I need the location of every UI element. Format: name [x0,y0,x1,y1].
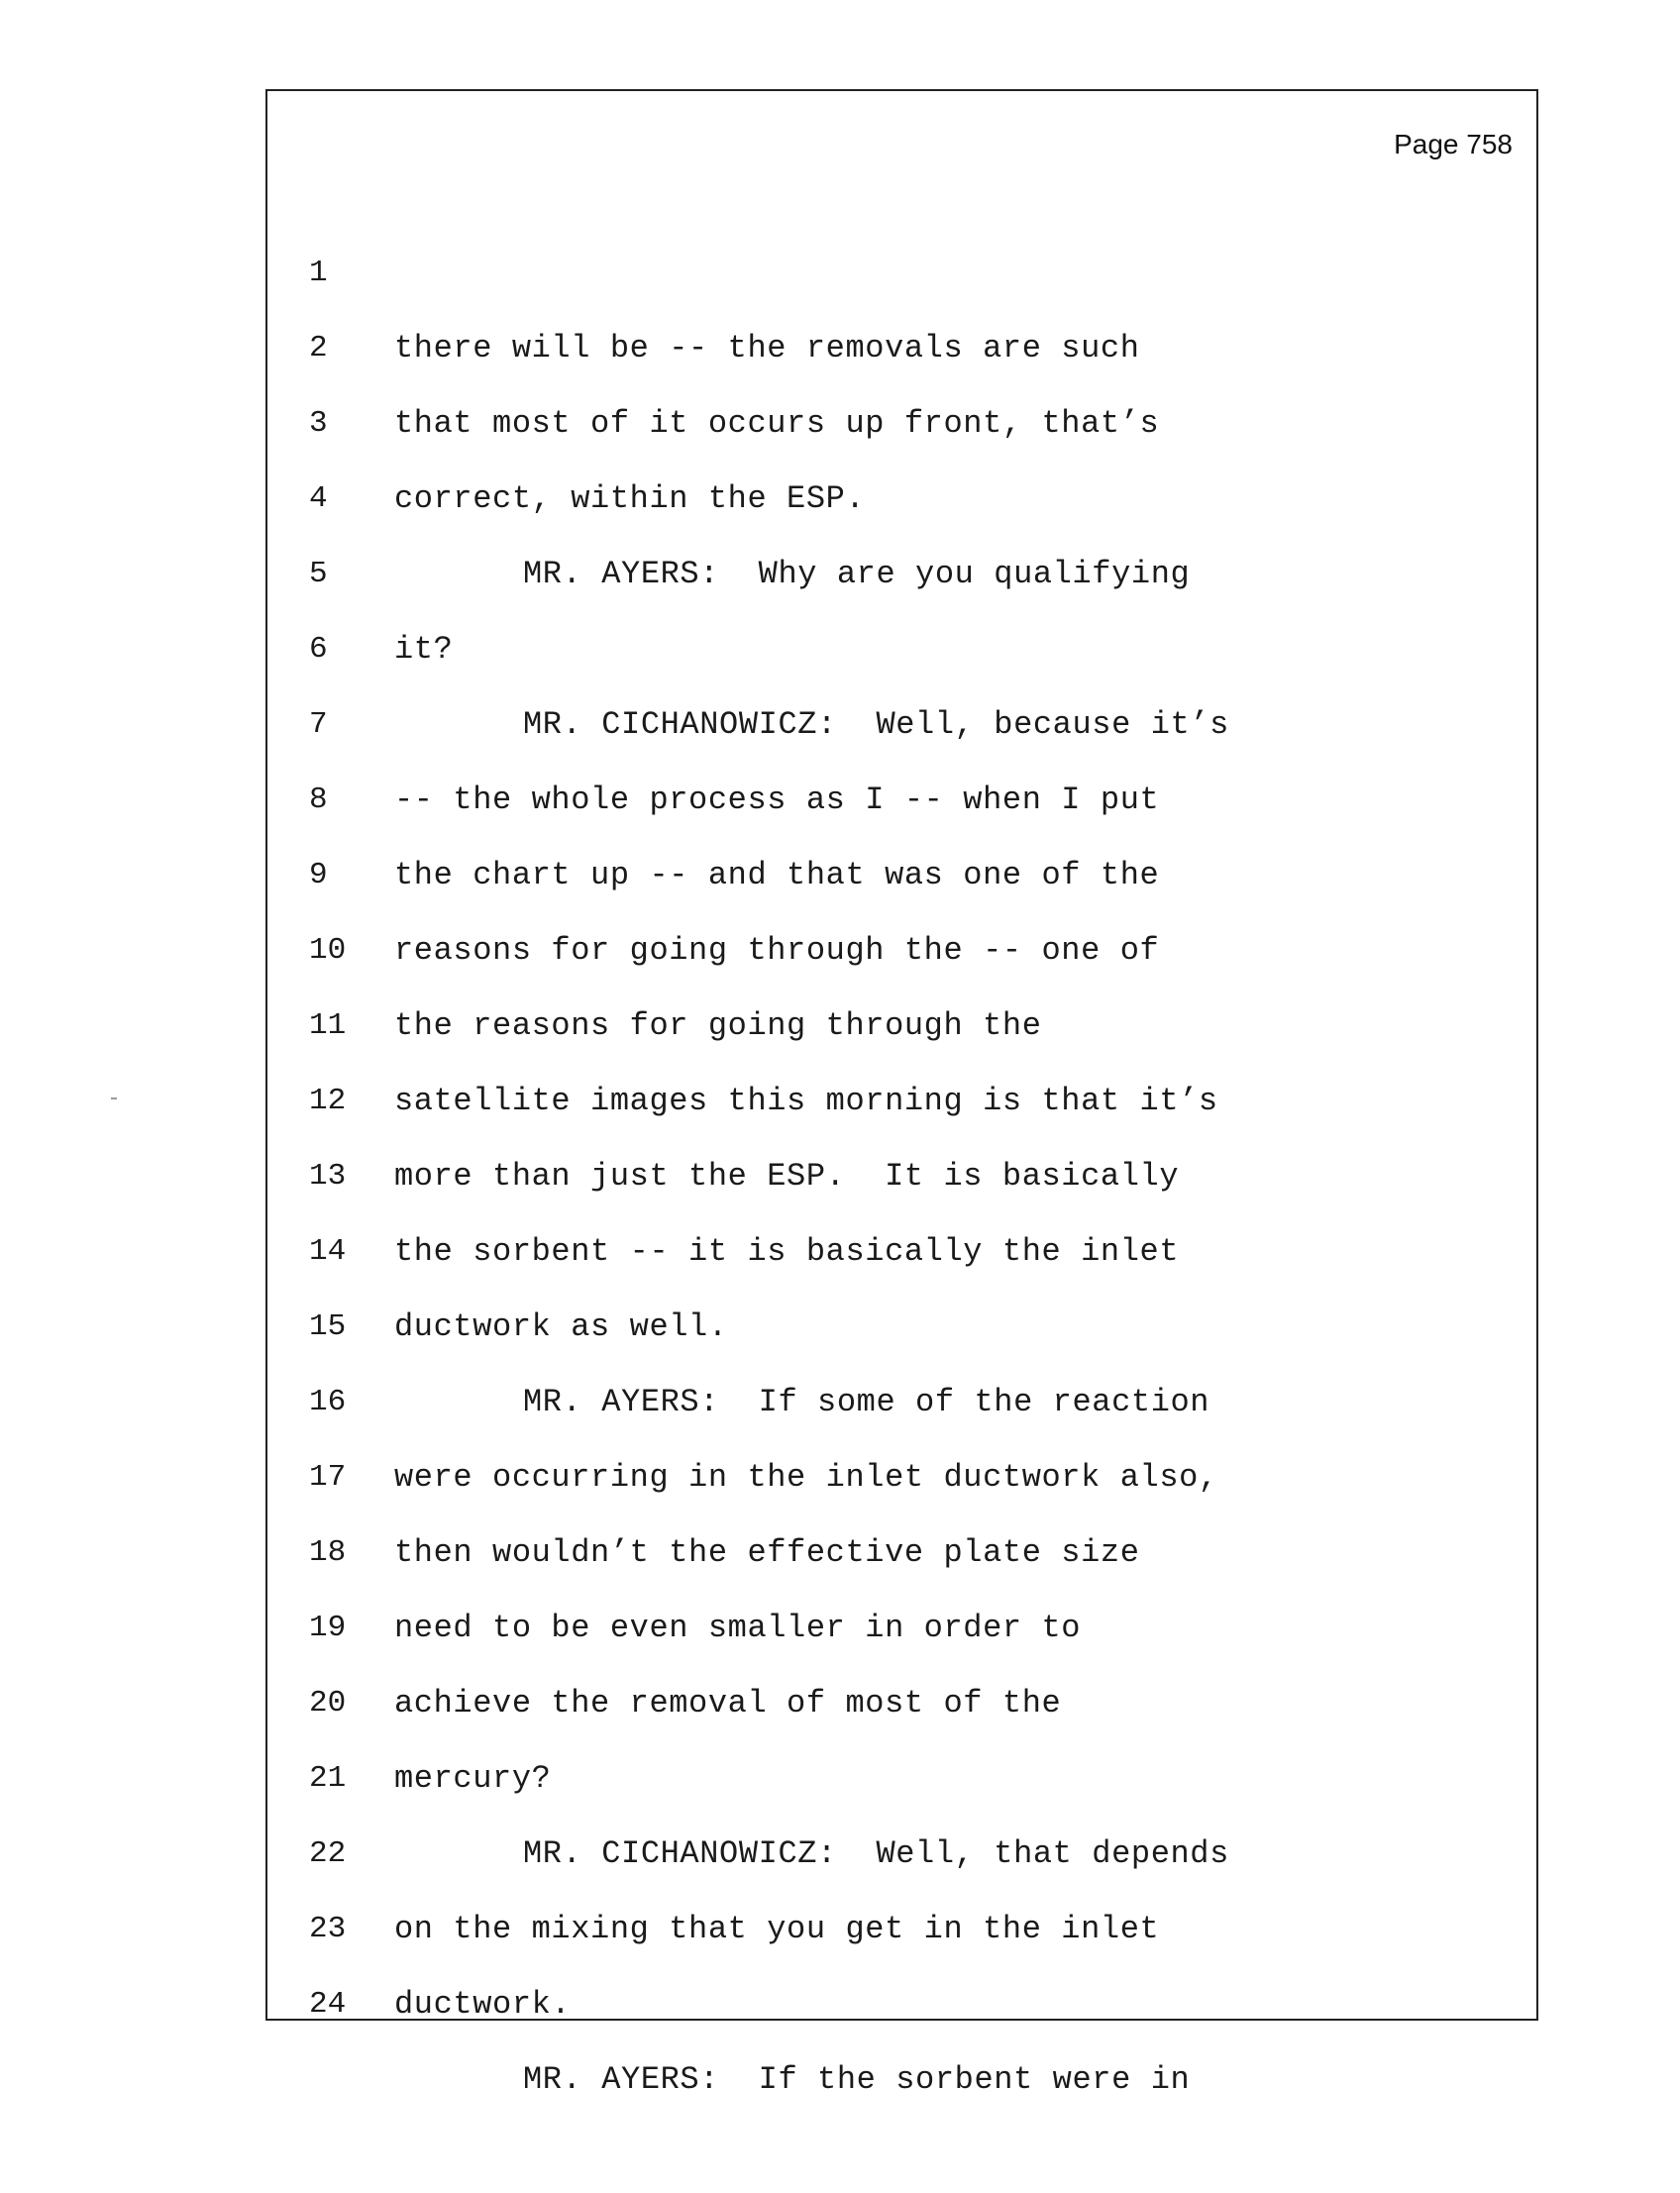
line-number: 24 [309,1987,347,2022]
line-number: 19 [309,1611,347,1645]
speaker-line-text: MR. CICHANOWICZ: Well, that depends [523,1835,1229,1872]
line-text: then wouldn’t the effective plate size [394,1534,1140,1571]
line-text: reasons for going through the -- one of [394,932,1160,969]
transcript-body [267,160,1536,2098]
speaker-line-text: MR. AYERS: If the sorbent were in [523,2061,1191,2098]
line-number: 13 [309,1159,347,1194]
line-number: 1 [309,256,328,290]
line-number: 17 [309,1460,347,1495]
line-number: 12 [309,1084,347,1118]
line-number: 23 [309,1912,347,1946]
line-number: 16 [309,1385,347,1419]
transcript-line [267,160,1536,366]
transcript-line [267,537,1536,743]
line-number: 21 [309,1761,347,1796]
line-number: 6 [309,632,328,667]
line-text: satellite images this morning is that it’s [394,1083,1218,1119]
line-number: 3 [309,406,328,441]
line-text: -- the whole process as I -- when I put [394,782,1160,818]
line-text: achieve the removal of most of the [394,1685,1062,1722]
line-text: on the mixing that you get in the inlet [394,1911,1160,1947]
line-text: more than just the ESP. It is basically [394,1158,1180,1195]
line-text: were occurring in the inlet ductwork also, [394,1459,1218,1496]
line-number: 7 [309,707,328,742]
speaker-line-text: MR. CICHANOWICZ: Well, because it’s [523,706,1229,743]
line-text: mercury? [394,1760,552,1797]
line-number: 9 [309,858,328,892]
line-text: ductwork as well. [394,1308,728,1345]
line-number: 22 [309,1836,347,1871]
line-number: 4 [309,481,328,516]
line-number: 20 [309,1686,347,1721]
line-number: 8 [309,783,328,817]
line-number: 18 [309,1535,347,1570]
line-number: 2 [309,331,328,366]
speaker-line-text: MR. AYERS: Why are you qualifying [523,556,1191,592]
line-text: correct, within the ESP. [394,480,866,517]
speaker-line-text: MR. AYERS: If some of the reaction [523,1384,1210,1420]
line-text: need to be even smaller in order to [394,1610,1082,1646]
line-text: the chart up -- and that was one of the [394,857,1160,893]
page-number: Page 758 [1394,129,1513,159]
line-number: 15 [309,1309,347,1344]
line-text: it? [394,631,454,668]
scan-artifact-mark [111,1097,117,1099]
line-number: 14 [309,1234,347,1269]
line-text: there will be -- the removals are such [394,330,1140,366]
line-text: ductwork. [394,1986,572,2023]
line-number: 11 [309,1008,347,1043]
line-text: the reasons for going through the [394,1007,1042,1044]
line-text: that most of it occurs up front, that’s [394,405,1160,442]
line-number: 10 [309,933,347,968]
line-number: 5 [309,557,328,591]
transcript-page-frame [265,89,1538,2098]
line-text: the sorbent -- it is basically the inlet [394,1233,1180,1270]
